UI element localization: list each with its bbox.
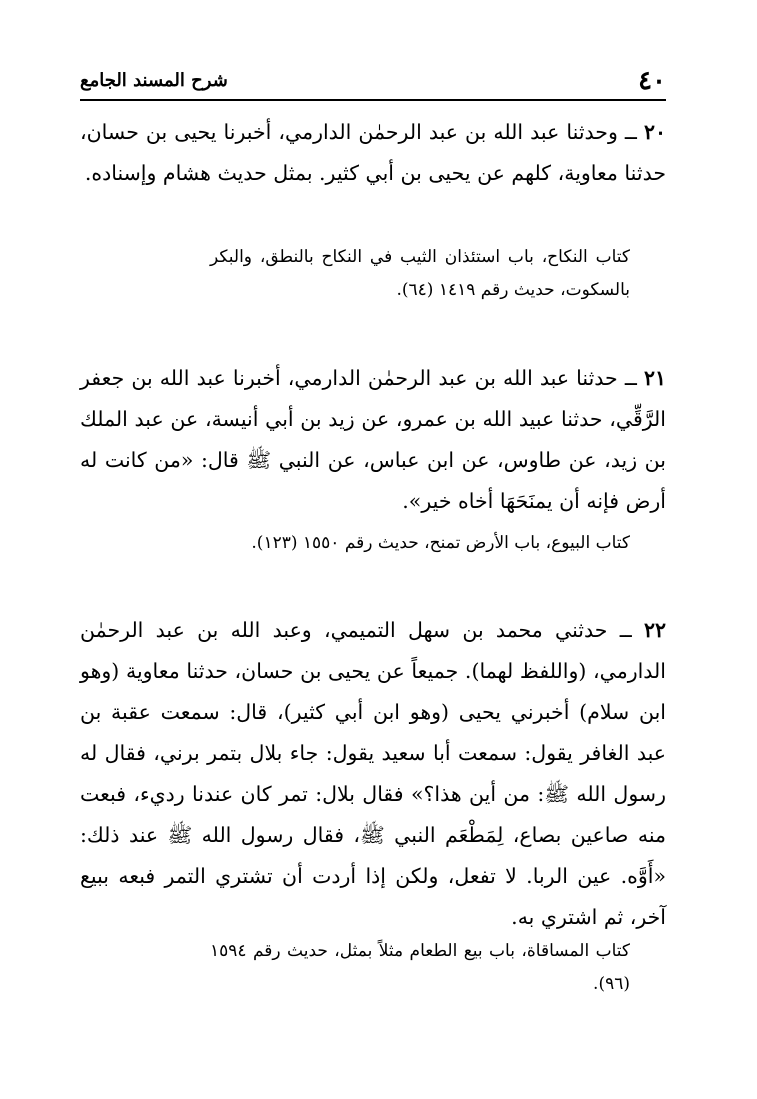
hadith-21 (80, 358, 666, 522)
source-note-22: كتاب المساقاة، باب بيع الطعام مثلاً بمثل، حديث رقم ١٥٩٤ (٩٦). (210, 941, 630, 994)
source-note-20: كتاب النكاح، باب استئذان الثيب في النكاح بالنطق، والبكر بالسكوت، حديث رقم ١٤١٩ (٦٤). (210, 247, 630, 300)
hadith-number: ٢٢ (643, 618, 666, 642)
hadith-22 (80, 610, 666, 938)
page-number: ٤٠ (638, 66, 666, 96)
running-title: شرح المسند الجامع (80, 70, 228, 91)
hadith-text: ــ حدثنا عبد الله بن عبد الرحمٰن الدارمي، أخبرنا عبد الله بن جعفر الرَّقِّي، حدثنا عبيد الله بن عمرو، عن زيد بن أبي أنيسة، عن عبد الملك بن زيد، عن طاوس، عن ابن عباس، عن النبي ﷺ قال: «من كانت له أرض فإنه أن يمنَحَهَا أخاه خير». (80, 366, 666, 513)
hadith-text: ــ حدثني محمد بن سهل التميمي، وعبد الله بن عبد الرحمٰن الدارمي، (واللفظ لهما). جميعاً عن يحيى بن حسان، حدثنا معاوية (وهو ابن سلام) أخبرني يحيى (وهو ابن أبي كثير)، قال: سمعت عقبة بن عبد الغافر يقول: سمعت أبا سعيد يقول: جاء بلال بتمر برني، فقال له رسول الله ﷺ: من أين هذا؟» فقال بلال: تمر كان عندنا رديء، فبعت منه صاعين بصاع، لِمَطْعَم النبي ﷺ، فقال رسول الله ﷺ عند ذلك: «أَوَّه. عين الربا. لا تفعل، ولكن إذا أردت أن تشتري التمر فبعه ببيع آخر، ثم اشتري به. (80, 618, 666, 929)
hadith-text: ــ وحدثنا عبد الله بن عبد الرحمٰن الدارمي، أخبرنا يحيى بن حسان، حدثنا معاوية، كلهم عن يحيى بن أبي كثير. بمثل حديث هشام وإسناده. (80, 120, 666, 185)
source-note-21: كتاب البيوع، باب الأرض تمنح، حديث رقم ١٥٥٠ (١٢٣). (251, 533, 630, 553)
page-header (80, 62, 666, 96)
header-rule (80, 99, 666, 101)
hadith-number: ٢٠ (643, 120, 666, 144)
hadith-number: ٢١ (643, 366, 666, 390)
hadith-20 (80, 112, 666, 194)
